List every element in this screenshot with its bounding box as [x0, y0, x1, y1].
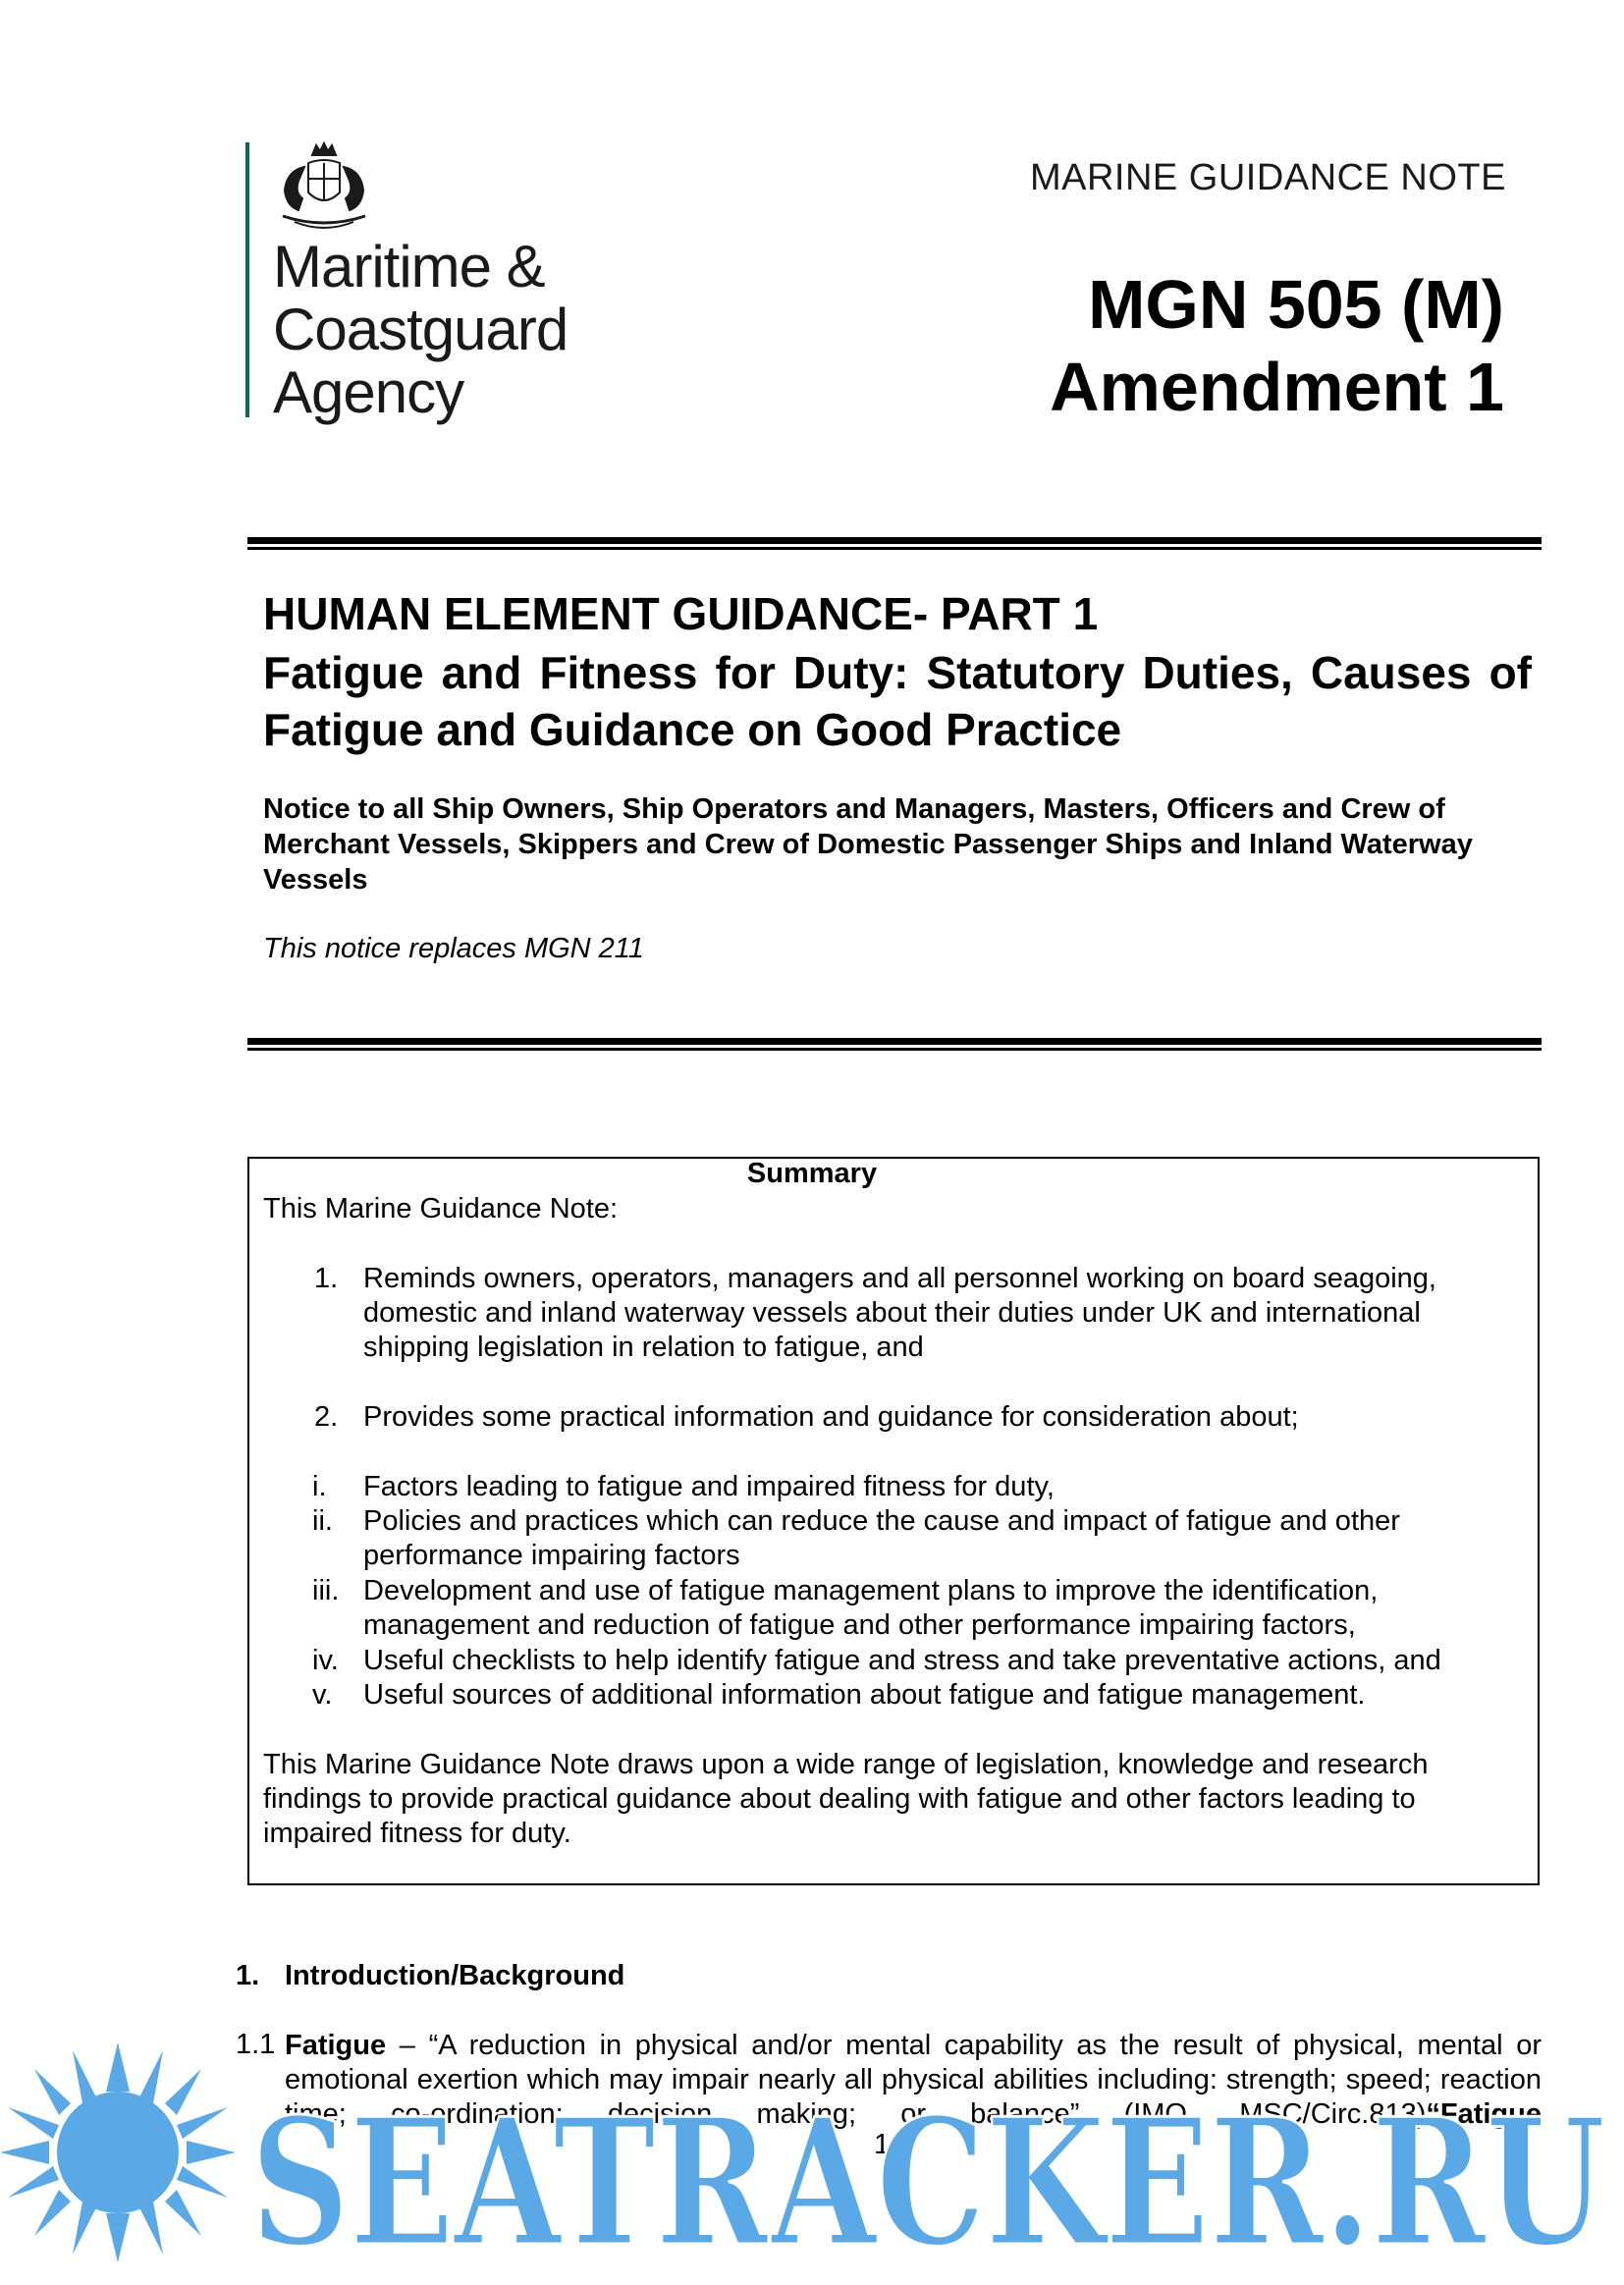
summary-item-number: 1.	[314, 1263, 339, 1294]
summary-subitem-text: Factors leading to fatigue and impaired fitness for duty,	[363, 1471, 1055, 1502]
agency-line-2: Coastguard	[273, 297, 568, 362]
page-number: 1	[874, 2129, 891, 2160]
summary-title: Summary	[746, 1158, 878, 1189]
summary-item-text: Reminds owners, operators, managers and all personnel working on board seagoing, domestic and inland waterway vessels about their duties under UK and international shipping legislation in relation to fatigue, and	[363, 1263, 1436, 1363]
definition-text: – “A reduction in physical and/or mental capability as the result of physical, mental or emotional exertion which may impair nearly all physical abilities including: strength; speed; reaction time; co-ordination; decision making; or balance” (IMO, MSC/Circ.813)	[285, 2030, 1542, 2130]
notice-audience: Notice to all Ship Owners, Ship Operators and Managers, Masters, Officers and Crew of Merchant Vessels, Skippers and Crew of Domestic Passenger Ships and Inland Waterway Vessels	[263, 793, 1473, 896]
summary-intro: This Marine Guidance Note:	[263, 1193, 619, 1224]
summary-closing: This Marine Guidance Note draws upon a wide range of legislation, knowledge and research findings to provide practical guidance about dealing with fatigue and other factors leading to impaired fitness for duty.	[263, 1749, 1429, 1849]
document-subheading: Fatigue and Fitness for Duty: Statutory Duties, Causes of Fatigue and Guidance on Good Practice	[263, 647, 1532, 755]
agency-name	[273, 236, 568, 424]
note-number-line-2: Amendment 1	[1050, 349, 1504, 425]
sun-burst-icon	[0, 2042, 236, 2262]
watermark-text: SEATRACKER.RU	[250, 2080, 1605, 2285]
summary-subitem-text: Useful checklists to help identify fatigue and stress and take preventative actions, and	[363, 1645, 1441, 1676]
agency-line-3: Agency	[273, 359, 464, 425]
agency-line-1: Maritime &	[273, 234, 545, 299]
section-title: Introduction/Background	[285, 1960, 625, 1991]
note-number	[1050, 263, 1504, 428]
note-number-line-1: MGN 505 (M)	[1088, 266, 1504, 343]
summary-subitem-number: i.	[312, 1471, 327, 1502]
paragraph-number: 1.1	[236, 2029, 276, 2060]
logo-divider	[245, 142, 249, 417]
watermark-logo	[0, 2042, 1624, 2285]
summary-subitem-number: v.	[312, 1679, 333, 1711]
summary-subitem-text: Development and use of fatigue management plans to improve the identification, management and reduction of fatigue and other performance impairing factors,	[363, 1575, 1379, 1641]
summary-item-number: 2.	[314, 1401, 339, 1433]
continued-term: “Fatigue	[1426, 2098, 1542, 2130]
defined-term: Fatigue	[285, 2030, 387, 2061]
section-heading	[236, 1960, 624, 1992]
note-type-label: MARINE GUIDANCE NOTE	[1029, 157, 1506, 198]
section-number: 1.	[236, 1960, 260, 1991]
summary-subitem-text: Policies and practices which can reduce the cause and impact of fatigue and other performance impairing factors	[363, 1505, 1400, 1571]
royal-crest-icon	[265, 137, 383, 236]
summary-subitem-number: iii.	[312, 1575, 340, 1606]
summary-subitem-text: Useful sources of additional information about fatigue and fatigue management.	[363, 1679, 1366, 1711]
bottom-divider	[247, 1038, 1542, 1052]
summary-item-text: Provides some practical information and guidance for consideration about;	[363, 1401, 1299, 1433]
document-heading: HUMAN ELEMENT GUIDANCE- PART 1	[263, 588, 1099, 639]
replaces-note: This notice replaces MGN 211	[263, 933, 644, 964]
top-divider	[247, 537, 1542, 551]
summary-subitem-number: ii.	[312, 1505, 333, 1537]
summary-subitem-number: iv.	[312, 1645, 339, 1676]
